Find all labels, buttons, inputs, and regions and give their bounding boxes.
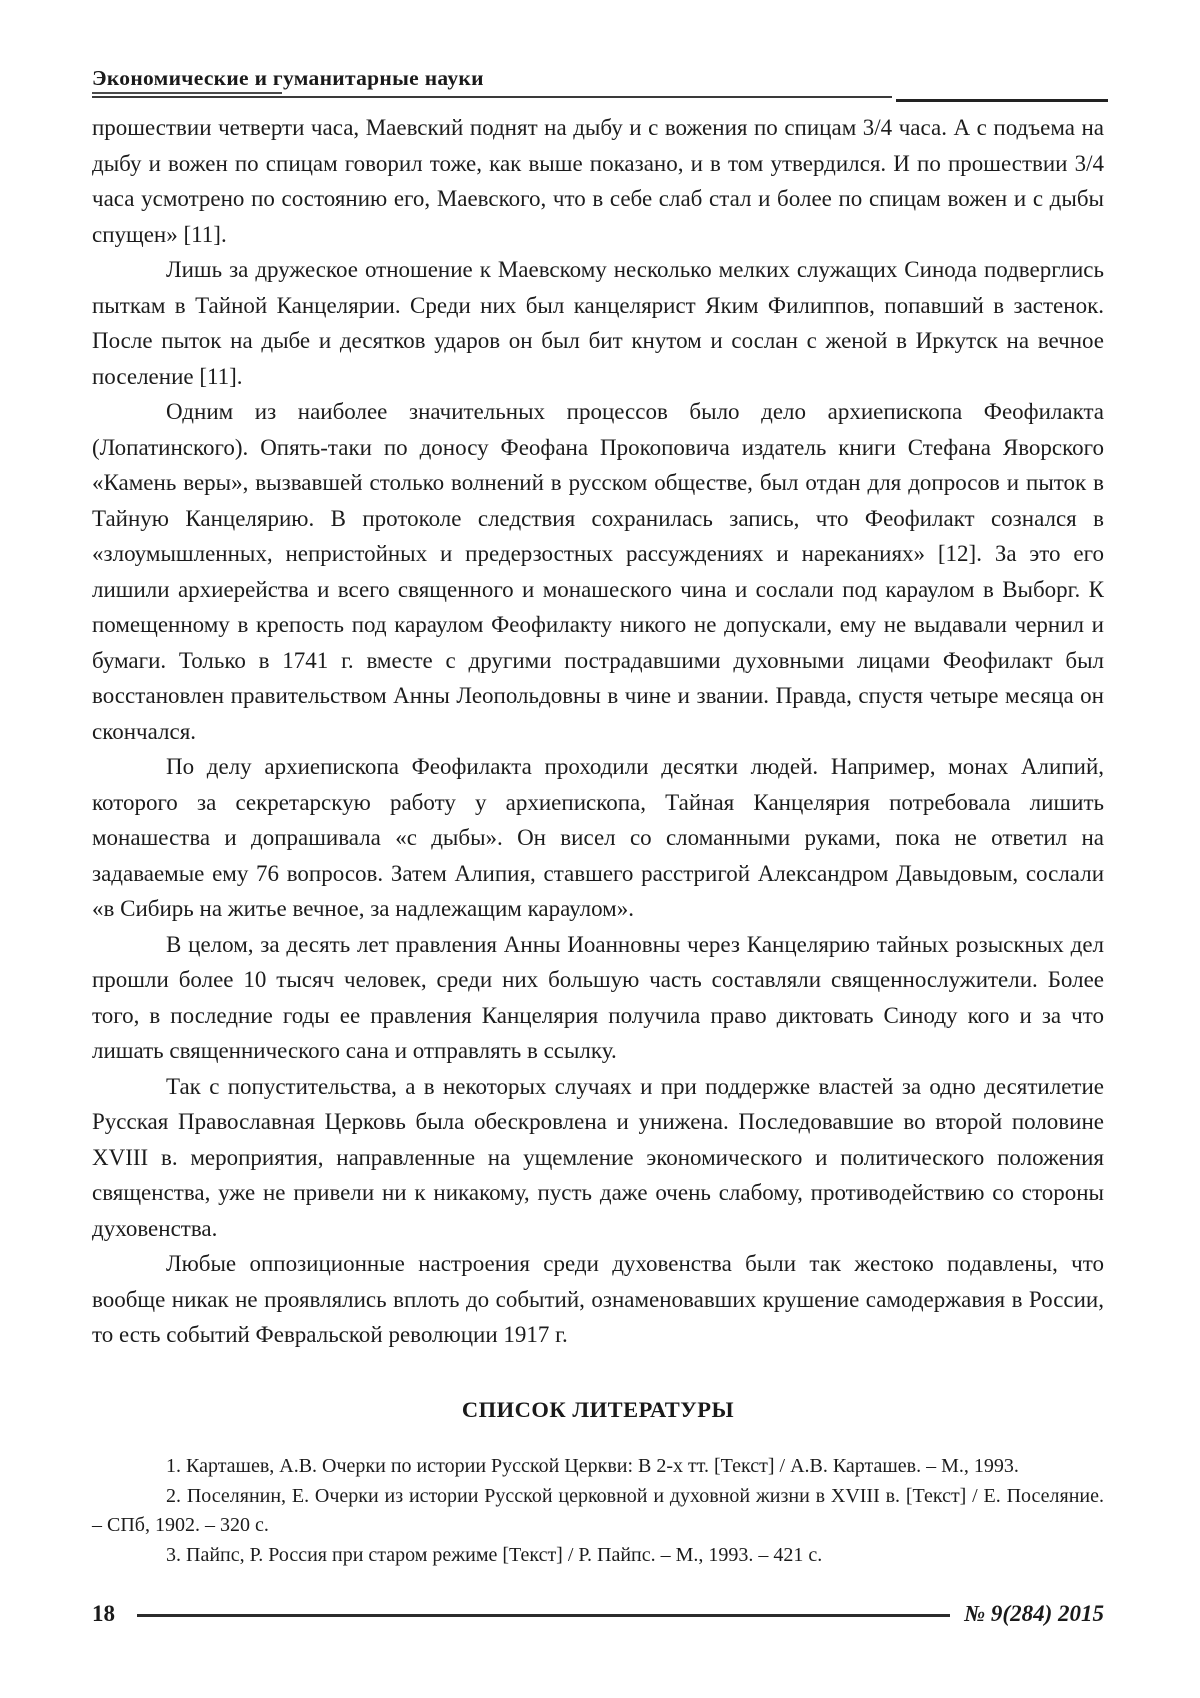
reference-item: 3. Пайпс, Р. Россия при старом режиме [Текст] / Р. Пайпс. – М., 1993. – 421 с. <box>166 1543 823 1566</box>
footer-rule <box>137 1614 950 1617</box>
paragraph-continuation: прошествии четверти часа, Маевский поднят на дыбу и с вожения по спицам 3/4 часа. А с подъема на дыбу и вожен по спицам говорил тоже, как выше показано, и в том утвердился. И по прошествии 3/4 часа усмотрено по состоянию его, Маевского, что в себе слаб стал и более по спицам вожен и с дыбы спущен» [11]. <box>92 115 1104 247</box>
references-heading: СПИСОК ЛИТЕРАТУРЫ <box>461 1397 735 1422</box>
reference-item: 2. Поселянин, Е. Очерки из истории Русской церковной и духовной жизни в XVIII в. [Текст] / Е. Поселяние. – СПб, 1902. – 320 с. <box>92 1484 1104 1536</box>
page-footer <box>92 1597 1104 1631</box>
paragraph: По делу архиепископа Феофилакта проходили десятки людей. Например, монах Алипий, которого за секретарскую работу у архиепископа, Тайная Канцелярия потребовала лишить монашества и допрашивала «с дыбы». Он висел со сломанными руками, пока не ответил на задаваемые ему 76 вопросов. Затем Алипия, ставшего расстригой Александром Давыдовым, сослали «в Сибирь на житье вечное, за надлежащим караулом». <box>92 754 1104 921</box>
page-number: 18 <box>92 1601 115 1626</box>
paragraph: Одним из наиболее значительных процессов было дело архиепископа Феофилакта (Лопатинского). Опять-таки по доносу Феофана Прокоповича издатель книги Стефана Яворского «Камень веры», вызвавшей столько волнений в русском обществе, был отдан для допросов и пыток в Тайную Канцелярию. В протоколе следствия сохранилась запись, что Феофилакт сознался в «злоумышленных, непристойных и предерзостных рассуждениях и нареканиях» [12]. За это его лишили архиерейства и всего священного и монашеского чина и сослали под караулом в Выборг. К помещенному в крепость под караулом Феофилакту никого не допускали, ему не выдавали чернил и бумаги. Только в 1741 г. вместе с другими пострадавшими духовными лицами Феофилакт был восстановлен правительством Анны Леопольдовны в чине и звании. Правда, спустя четыре месяца он скончался. <box>92 399 1104 744</box>
article-body <box>92 110 1104 1353</box>
header-rule <box>92 96 892 98</box>
paragraph: Любые оппозиционные настроения среди духовенства были так жестоко подавлены, что вообще никак не проявлялись вплоть до событий, ознаменовавших крушение самодержавия в России, то есть событий Февральской революции 1917 г. <box>92 1251 1104 1347</box>
reference-item: 1. Карташев, А.В. Очерки по истории Русской Церкви: В 2-х тт. [Текст] / А.В. Карташев. – М., 1993. <box>166 1455 1019 1477</box>
paragraph: В целом, за десять лет правления Анны Иоанновны через Канцелярию тайных розыскных дел прошли более 10 тысяч человек, среди них большую часть составляли священнослужители. Более того, в последние годы ее правления Канцелярия получила право диктовать Синоду кого и за что лишать священнического сана и отправлять в ссылку. <box>92 931 1104 1063</box>
header-rule-right-segment <box>896 99 1108 102</box>
header-word-underline <box>92 92 282 94</box>
issue-number: № 9(284) 2015 <box>964 1601 1104 1626</box>
running-header-title: Экономические и гуманитарные науки <box>92 66 484 90</box>
paragraph: Так с попустительства, а в некоторых случаях и при поддержке властей за одно десятилетие Русская Православная Церковь была обескровлена и унижена. Последовавшие во второй половине XVIII в. мероприятия, направленные на ущемление экономического и политического положения священства, уже не привели ни к никакому, пусть даже очень слабому, противодействию со стороны духовенства. <box>92 1073 1104 1241</box>
paragraph: Лишь за дружеское отношение к Маевскому несколько мелких служащих Синода подверглись пыткам в Тайной Канцелярии. Среди них был канцелярист Яким Филиппов, попавший в застенок. После пыток на дыбе и десятков ударов он был бит кнутом и сослан с женой в Иркутск на вечное поселение [11]. <box>92 257 1104 389</box>
references-list <box>92 1452 1104 1570</box>
